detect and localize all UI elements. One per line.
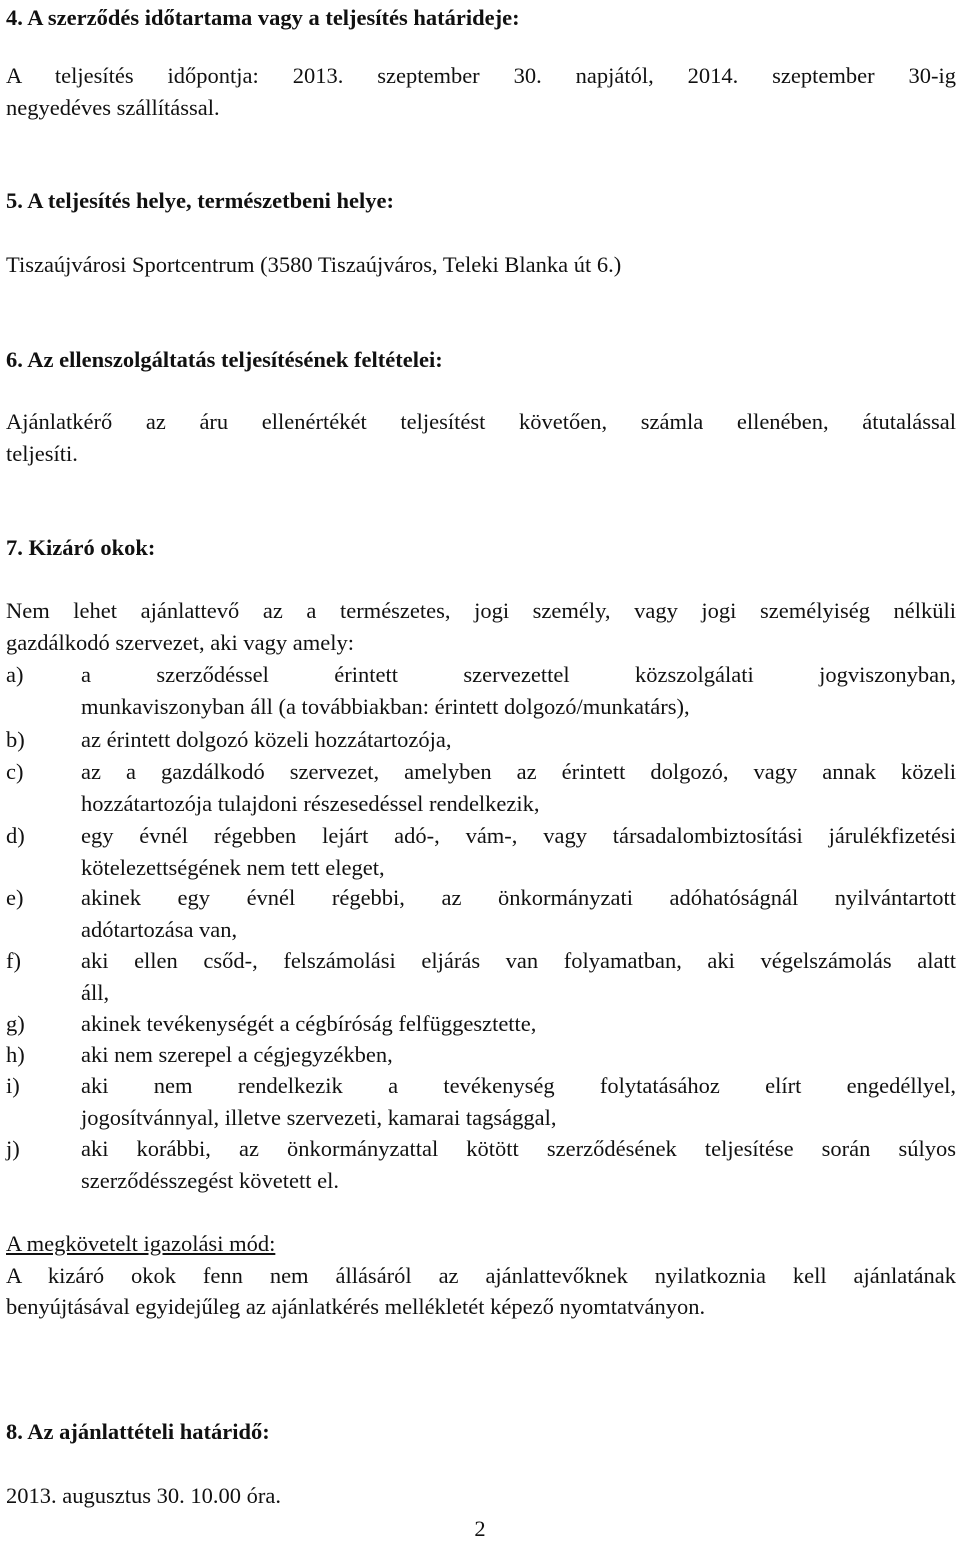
section-7-intro <box>6 595 956 658</box>
list-item-c <box>6 756 956 821</box>
section-5-heading: 5. A teljesítés helye, természetbeni helye: <box>6 188 394 213</box>
list-marker: i) <box>6 1073 20 1098</box>
list-marker: f) <box>6 948 21 973</box>
list-item-i <box>6 1070 956 1135</box>
section-6-heading: 6. Az ellenszolgáltatás teljesítésének feltételei: <box>6 347 443 372</box>
list-item-a <box>6 659 956 724</box>
list-marker: j) <box>6 1136 20 1161</box>
section-6-line-1: Ajánlatkérő az áru ellenértékét teljesítést követően, számla ellenében, átutalással <box>6 409 956 434</box>
section-7-intro-line-1: Nem lehet ajánlattevő az a természetes, jogi személy, vagy jogi személyiség nélküli <box>6 598 956 623</box>
list-item-line: aki nem szerepel a cégjegyzékben, <box>81 1042 393 1067</box>
list-item-line: akinek tevékenységét a cégbíróság felfüggesztette, <box>81 1011 537 1036</box>
list-item-line: aki nem rendelkezik a tevékenység folytatásához elírt engedéllyel, <box>81 1073 956 1098</box>
proof-line-1: A kizáró okok fenn nem állásáról az ajánlattevőknek nyilatkoznia kell ajánlatának <box>6 1262 956 1288</box>
section-7-intro-line-2: gazdálkodó szervezet, aki vagy amely: <box>6 629 354 655</box>
list-item-line: szerződésszegést követett el. <box>81 1168 340 1194</box>
list-marker: e) <box>6 885 24 910</box>
list-item-line: áll, <box>81 980 110 1006</box>
section-8-text <box>6 1480 956 1512</box>
list-marker: g) <box>6 1011 25 1036</box>
section-8-heading: 8. Az ajánlattételi határidő: <box>6 1419 270 1444</box>
list-item-line: az érintett dolgozó közeli hozzátartozója, <box>81 727 452 752</box>
proof-label: A megkövetelt igazolási mód: <box>6 1231 276 1256</box>
list-item-line: az a gazdálkodó szervezet, amelyben az érintett dolgozó, vagy annak közeli <box>81 759 956 784</box>
list-item-b <box>6 724 956 756</box>
list-item-line: aki ellen csőd-, felszámolási eljárás van folyamatban, aki végelszámolás alatt <box>81 948 956 973</box>
section-4-line-1: A teljesítés időpontja: 2013. szeptember 30. napjától, 2014. szeptember 30-ig <box>6 63 956 88</box>
list-item-f <box>6 945 956 1010</box>
list-item-e <box>6 882 956 947</box>
list-marker: b) <box>6 727 25 752</box>
proof-line-2: benyújtásával egyidejűleg az ajánlatkérés mellékletét képező nyomtatványon. <box>6 1294 706 1319</box>
proof-section <box>6 1228 956 1323</box>
list-marker: c) <box>6 759 24 784</box>
list-item-line: kötelezettségének nem tett eleget, <box>81 855 385 881</box>
list-marker: d) <box>6 823 25 848</box>
section-7-heading: 7. Kizáró okok: <box>6 535 156 560</box>
list-marker: h) <box>6 1042 25 1067</box>
list-item-line: hozzátartozója tulajdoni részesedéssel rendelkezik, <box>81 791 540 817</box>
list-item-line: aki korábbi, az önkormányzattal kötött szerződésének teljesítése során súlyos <box>81 1136 956 1161</box>
list-item-line: jogosítvánnyal, illetve szervezeti, kamarai tagsággal, <box>81 1105 557 1131</box>
section-5-line-1: Tiszaújvárosi Sportcentrum (3580 Tiszaújváros, Teleki Blanka út 6.) <box>6 252 622 277</box>
list-item-line: egy évnél régebben lejárt adó-, vám-, vagy társadalombiztosítási járulékfizetési <box>81 823 956 848</box>
list-item-line: munkaviszonyban áll (a továbbiakban: érintett dolgozó/munkatárs), <box>81 694 690 720</box>
section-5-text <box>6 249 956 281</box>
section-6-text <box>6 406 956 469</box>
section-4-heading: 4. A szerződés időtartama vagy a teljesítés határideje: <box>6 5 520 30</box>
deadline-date: 2013. augusztus 30. 10.00 óra. <box>6 1483 281 1508</box>
page-number: 2 <box>474 1516 486 1541</box>
list-item-g <box>6 1008 956 1040</box>
list-item-line: a szerződéssel érintett szervezettel közszolgálati jogviszonyban, <box>81 662 956 687</box>
section-4-text <box>6 60 956 123</box>
section-4-line-2: negyedéves szállítással. <box>6 94 220 120</box>
list-item-h <box>6 1039 956 1071</box>
list-item-d <box>6 820 956 885</box>
list-item-line: akinek egy évnél régebbi, az önkormányzati adóhatóságnál nyilvántartott <box>81 885 956 910</box>
section-6-line-2: teljesíti. <box>6 440 78 466</box>
list-item-j <box>6 1133 956 1198</box>
list-item-line: adótartozása van, <box>81 917 238 943</box>
list-marker: a) <box>6 662 24 687</box>
